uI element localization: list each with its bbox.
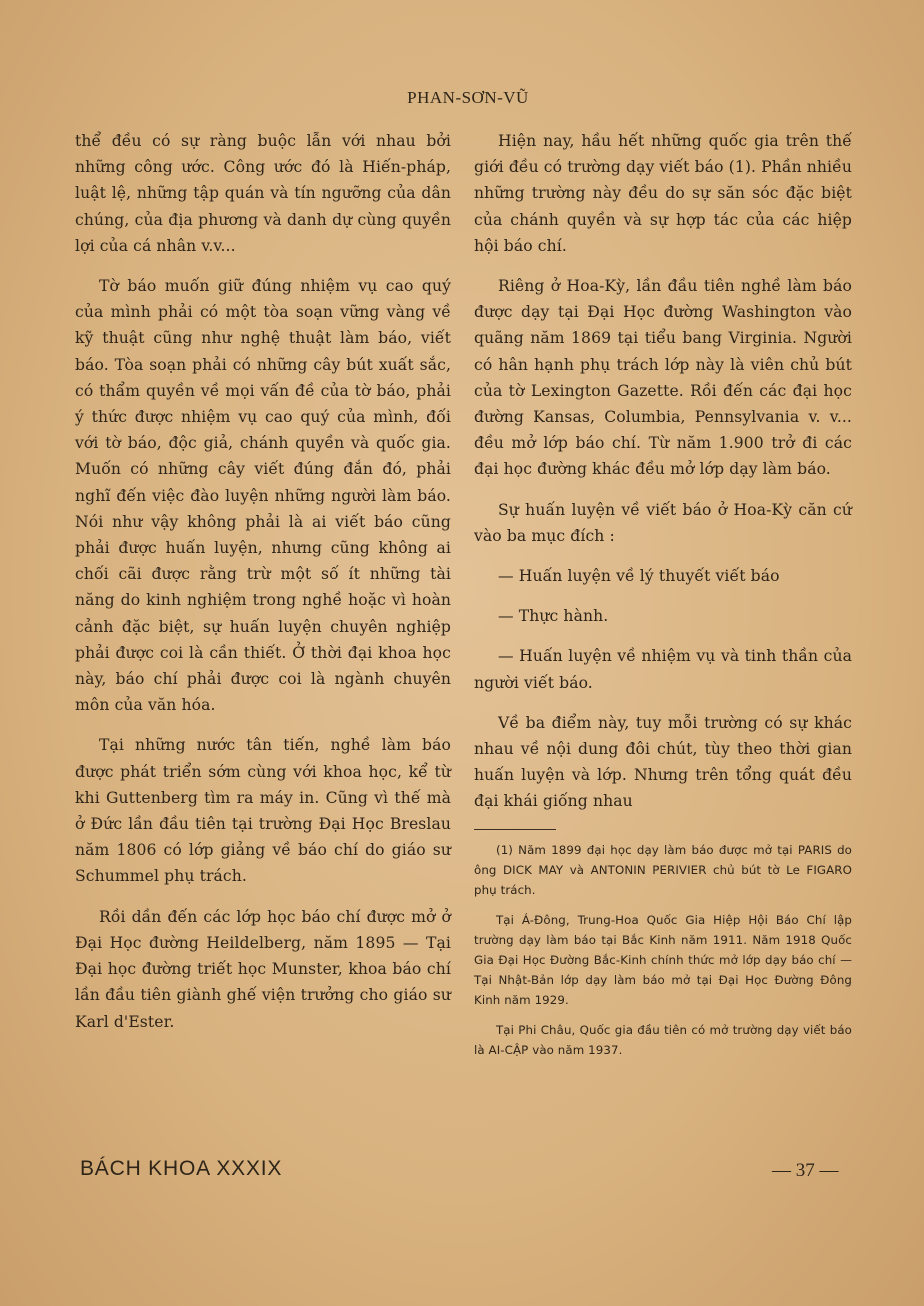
footnote: (1) Năm 1899 đại học dạy làm báo được mở tại PARIS do ông DICK MAY và ANTONIN PERIVIER chủ bút tờ Le FIGARO phụ trách. — [474, 842, 852, 897]
magazine-title: BÁCH KHOA XXXIX — [80, 1157, 283, 1180]
footnote-divider — [474, 829, 556, 830]
paragraph: Sự huấn luyện về viết báo ở Hoa-Kỳ căn cứ vào ba mục đích : — [474, 500, 852, 545]
list-item: — Huấn luyện về nhiệm vụ và tinh thần của người viết báo. — [474, 647, 852, 692]
paragraph: Tờ báo muốn giữ đúng nhiệm vụ cao quý của mình phải có một tòa soạn vững vàng về kỹ thuật cũng như nghệ thuật làm báo, viết báo. Tòa soạn phải có những cây bút xuất sắc, có thẩm quyền về mọi vấn đề của tờ báo, phải ý thức được nhiệm vụ cao quý của mình, đối với tờ báo, độc giả, chánh quyền và quốc gia. Muốn có những cây viết đúng đắn đó, phải nghĩ đến việc đào luyện những người làm báo. Nói như vậy không phải là ai viết báo cũng phải được huấn luyện, nhưng cũng không ai chối cãi được rằng trừ một số ít những tài năng do kinh nghiệm trong nghề hoặc vì hoàn cảnh đặc biệt, sự huấn luyện chuyên nghiệp phải được coi là cần thiết. Ở thời đại khoa học này, báo chí phải được coi là ngành chuyên môn của văn hóa. — [75, 277, 451, 715]
list-item: — Huấn luyện về lý thuyết viết báo — [498, 567, 780, 586]
list-item: — Thực hành. — [498, 607, 609, 626]
footnote: Tại Phi Châu, Quốc gia đầu tiên có mở trường dạy viết báo là AI-CẬP vào năm 1937. — [474, 1022, 852, 1057]
paragraph: Tại những nước tân tiến, nghề làm báo được phát triển sớm cùng với khoa học, kể từ khi Guttenberg tìm ra máy in. Cũng vì thế mà ở Đức lần đầu tiên tại trường Đại Học Breslau năm 1806 có lớp giảng về báo chí do giáo sư Schummel phụ trách. — [75, 736, 451, 886]
left-column — [75, 128, 451, 1049]
paragraph: Về ba điểm này, tuy mỗi trường có sự khác nhau về nội dung đôi chút, tùy theo thời gian huấn luyện và lớp. Nhưng trên tổng quát đều đại khái giống nhau — [474, 713, 852, 811]
paragraph: Riêng ở Hoa-Kỳ, lần đầu tiên nghề làm báo được dạy tại Đại Học đường Washington vào quãng năm 1869 tại tiểu bang Virginia. Người có hân hạnh phụ trách lớp này là viên chủ bút của tờ Lexington Gazette. Rồi đến các đại học đường Kansas, Columbia, Pennsylvania v. v... đều mở lớp báo chí. Từ năm 1.900 trở đi các đại học đường khác đều mở lớp dạy làm báo. — [474, 277, 852, 479]
paragraph: Hiện nay, hầu hết những quốc gia trên thế giới đều có trường dạy viết báo (1). Phần nhiều những trường này đều do sự săn sóc đặc biệt của chánh quyền và sự hợp tác của các hiệp hội báo chí. — [474, 132, 852, 255]
footnote: Tại Á-Đông, Trung-Hoa Quốc Gia Hiệp Hội Báo Chí lập trường dạy làm báo tại Bắc Kinh năm 1911. Năm 1918 Quốc Gia Đại Học Đường Bắc-Kinh chính thức mở lớp dạy báo chí — Tại Nhật-Bản lớp dạy làm báo mở tại Đại Học Đường Đông Kinh năm 1929. — [474, 912, 852, 1007]
running-header: PHAN-SƠN-VŨ — [407, 88, 529, 107]
right-column — [474, 128, 852, 1070]
paragraph: Rồi dần đến các lớp học báo chí được mở ở Đại Học đường Heildelberg, năm 1895 — Tại Đại học đường triết học Munster, khoa báo chí lần đầu tiên giành ghế viện trưởng cho giáo sư Karl d'Ester. — [75, 907, 451, 1031]
paragraph: thể đều có sự ràng buộc lẫn với nhau bởi những công ước. Công ước đó là Hiến-pháp, luật lệ, những tập quán và tín ngưỡng của dân chúng, của địa phương và danh dự cùng quyền lợi của cá nhân v.v... — [75, 132, 451, 255]
page-number: — 37 — — [772, 1160, 839, 1181]
